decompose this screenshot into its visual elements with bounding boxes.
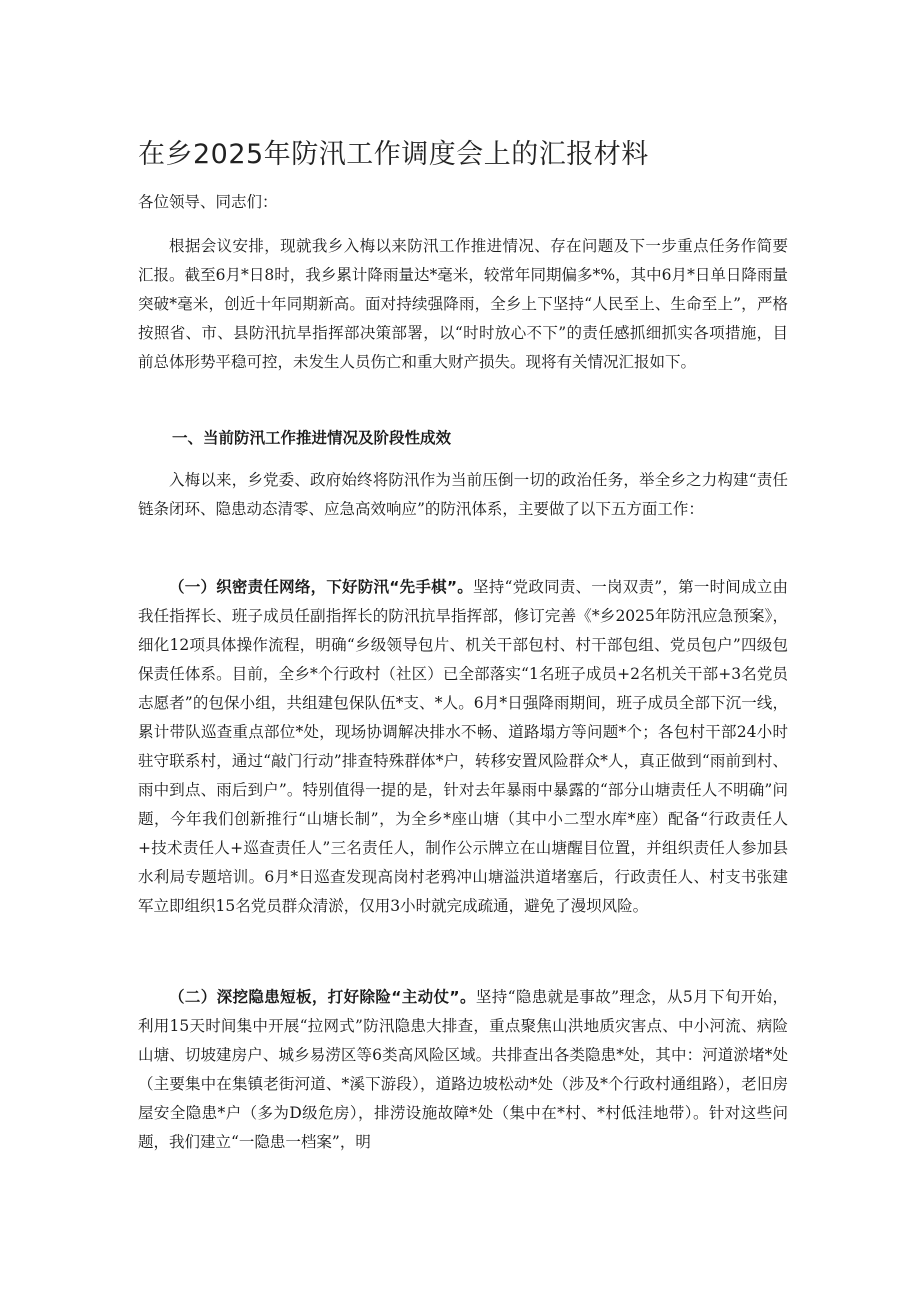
document-title: 在乡2025年防汛工作调度会上的汇报材料	[138, 139, 649, 170]
salutation: 各位领导、同志们：	[138, 193, 278, 211]
item-heading-2: （二）深挖隐患短板，打好除险“主动仗”。	[169, 988, 476, 1006]
item-body-1: 坚持“党政同责、一岗双责”，第一时间成立由我任指挥长、班子成员任副指挥长的防汛抗旱指挥部，修订完善《*乡2025年防汛应急预案》，细化12项具体操作流程，明确“乡级领导包片、机关干部包村、村干部包组、党员包户”四级包保责任体系。目前，全乡*个行政村（社区）已全部落实“1名班子成员+2名机关干部+3名党员志愿者”的包保小组，共组建包保队伍*支、*人。6月*日强降雨期间，班子成员全部下沉一线，累计带队巡查重点部位*处，现场协调解决排水不畅、道路塌方等问题*个；各包村干部24小时驻守联系村，通过“敲门行动”排查特殊群体*户，转移安置风险群众*人，真正做到“雨前到村、雨中到点、雨后到户”。特别值得一提的是，针对去年暴雨中暴露的“部分山塘责任人不明确”问题，今年我们创新推行“山塘长制”，为全乡*座山塘（其中小二型水库*座）配备“行政责任人+技术责任人+巡查责任人”三名责任人，制作公示牌立在山塘醒目位置，并组织责任人参加县水利局专题培训。6月*日巡查发现高岗村老鸦冲山塘溢洪道堵塞后，行政责任人、村支书张建军立即组织15名党员群众清淤，仅用3小时就完成疏通，避免了漫坝风险。	[138, 578, 788, 915]
item-paragraph-1	[138, 573, 788, 921]
section-heading: 一、当前防汛工作推进情况及阶段性成效	[172, 429, 452, 447]
item-paragraph-2	[138, 983, 788, 1157]
item-heading-1: （一）织密责任网络，下好防汛“先手棋”。	[169, 578, 474, 596]
section-intro-paragraph: 入梅以来，乡党委、政府始终将防汛作为当前压倒一切的政治任务，举全乡之力构建“责任链条闭环、隐患动态清零、应急高效响应”的防汛体系，主要做了以下五方面工作：	[138, 471, 788, 518]
item-body-2: 坚持“隐患就是事故”理念，从5月下旬开始，利用15天时间集中开展“拉网式”防汛隐患大排查，重点聚焦山洪地质灾害点、中小河流、病险山塘、切坡建房户、城乡易涝区等6类高风险区域。共排查出各类隐患*处，其中：河道淤堵*处（主要集中在集镇老街河道、*溪下游段），道路边坡松动*处（涉及*个行政村通组路），老旧房屋安全隐患*户（多为D级危房），排涝设施故障*处（集中在*村、*村低洼地带）。针对这些问题，我们建立“一隐患一档案”，明	[138, 988, 788, 1151]
intro-paragraph: 根据会议安排，现就我乡入梅以来防汛工作推进情况、存在问题及下一步重点任务作简要汇报。截至6月*日8时，我乡累计降雨量达*毫米，较常年同期偏多*%，其中6月*日单日降雨量突破*毫米，创近十年同期新高。面对持续强降雨，全乡上下坚持“人民至上、生命至上”，严格按照省、市、县防汛抗旱指挥部决策部署，以“时时放心不下”的责任感抓细抓实各项措施，目前总体形势平稳可控，未发生人员伤亡和重大财产损失。现将有关情况汇报如下。	[138, 237, 788, 371]
